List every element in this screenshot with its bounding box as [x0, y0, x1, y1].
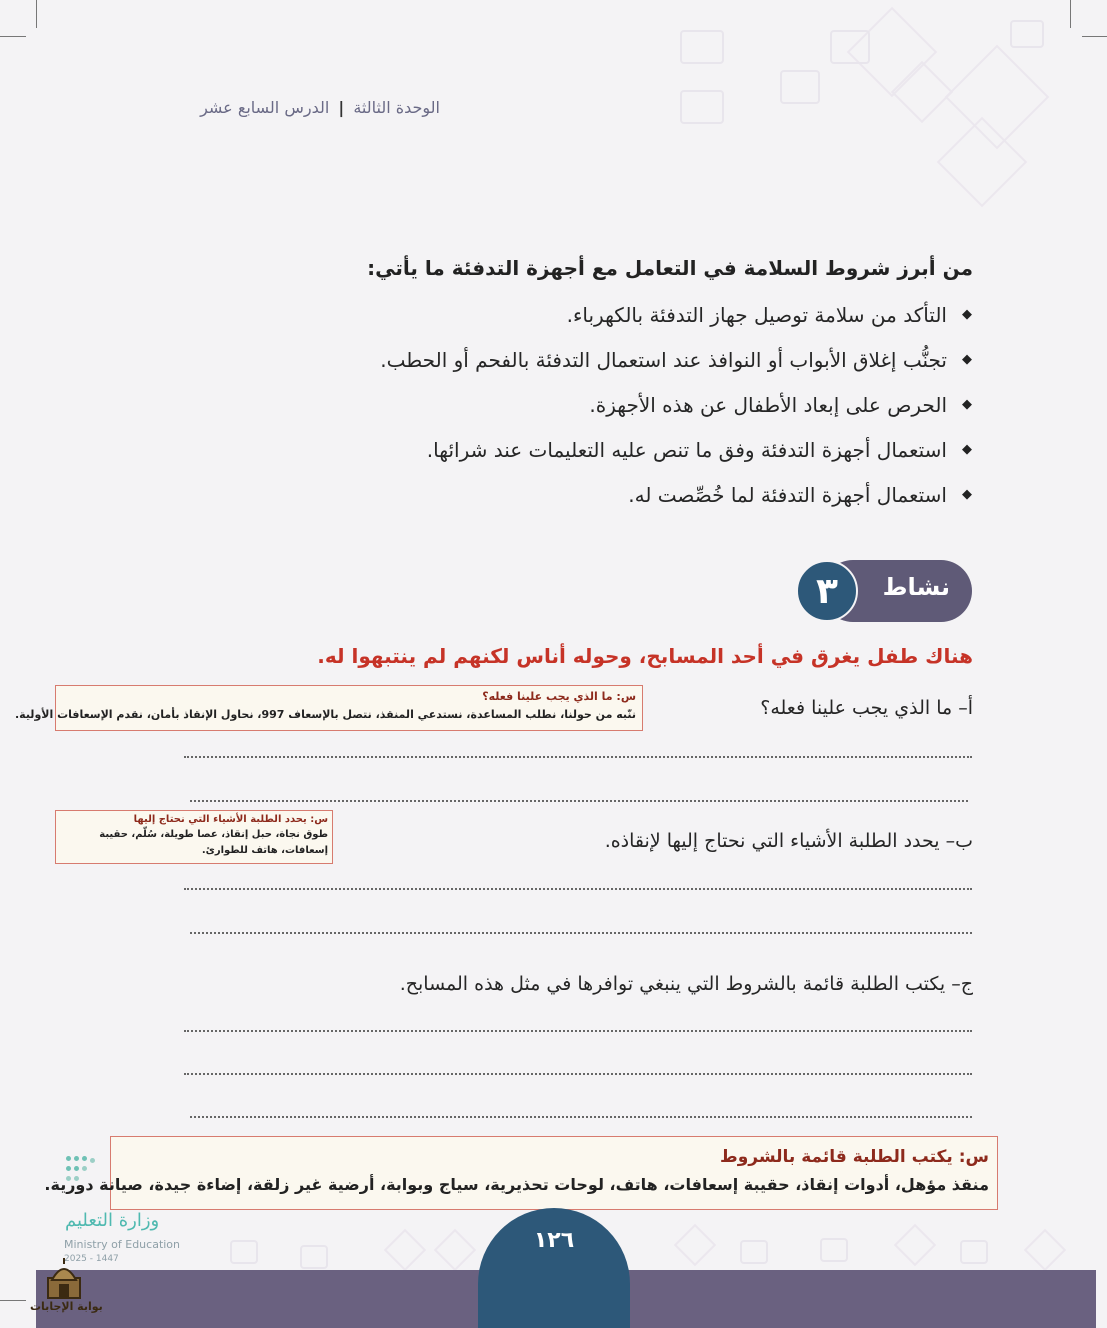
answers-portal-watermark: [30, 1256, 110, 1320]
answer-line[interactable]: [184, 1030, 972, 1032]
crop-mark: [1070, 0, 1071, 28]
answer-line[interactable]: [190, 800, 968, 802]
bullet-icon: ◆: [962, 352, 972, 367]
ministry-english-name: Ministry of Education: [64, 1238, 181, 1251]
list-item: [153, 298, 973, 343]
answer-line[interactable]: [190, 932, 972, 934]
lesson-title: الدرس السابع عشر: [200, 98, 330, 117]
answer-box-c: [44, 1136, 998, 1210]
answer-box-a: [14, 685, 643, 731]
answer-box-answer: طوق نجاة، حبل إنقاذ، عصا طويلة، سُلّم، حقيبة إسعافات، هاتف للطوارئ.: [99, 829, 328, 856]
unit-lesson-header: [150, 98, 440, 117]
answer-box-question: س: يحدد الطلبة الأشياء التي نحتاج إليها: [133, 814, 328, 825]
list-item-text: استعمال أجهزة التدفئة وفق ما تنص عليه التعليمات عند شرائها.: [426, 438, 947, 462]
bullet-icon: ◆: [962, 307, 972, 322]
page-number-tab: [478, 1208, 630, 1328]
answer-line[interactable]: [184, 888, 972, 890]
list-item: [153, 478, 973, 523]
question-a: أ– ما الذي يجب علينا فعله؟: [760, 697, 973, 719]
mosque-icon: [44, 1256, 84, 1300]
question-b: ب– يحدد الطلبة الأشياء التي نحتاج إليها لإنقاذه.: [604, 830, 973, 852]
answer-line[interactable]: [184, 756, 972, 758]
activity-scenario: هناك طفل يغرق في أحد المسابح، وحوله أناس لكنهم لم ينتبهوا له.: [317, 644, 973, 668]
bullet-icon: ◆: [962, 442, 972, 457]
list-item-text: الحرص على إبعاد الأطفال عن هذه الأجهزة.: [589, 393, 947, 417]
safety-intro-heading: من أبرز شروط السلامة في التعامل مع أجهزة التدفئة ما يأتي:: [367, 256, 973, 280]
crop-mark: [36, 0, 37, 28]
list-item: [153, 388, 973, 433]
answer-box-b: [55, 810, 333, 864]
watermark-text: بوابة الإجابات: [30, 1300, 103, 1313]
answer-box-question: س: ما الذي يجب علينا فعله؟: [482, 690, 636, 703]
crop-mark: [0, 1300, 26, 1301]
bullet-icon: ◆: [962, 487, 972, 502]
ministry-arabic-name: وزارة التعليم: [65, 1210, 160, 1231]
page-number: ١٢٦: [533, 1228, 575, 1253]
unit-title: الوحدة الثالثة: [353, 98, 440, 117]
list-item-text: التأكد من سلامة توصيل جهاز التدفئة بالكهرباء.: [566, 303, 947, 327]
answer-box-answer: منقذ مؤهل، أدوات إنقاذ، حقيبة إسعافات، هاتف، لوحات تحذيرية، سياج وبوابة، أرضية غير زلقة، إضاءة جيدة، صيانة دورية.: [44, 1175, 989, 1194]
list-item-text: استعمال أجهزة التدفئة لما خُصِّصت له.: [628, 483, 947, 507]
answer-line[interactable]: [190, 1116, 972, 1118]
activity-label: نشاط: [882, 573, 950, 601]
safety-conditions-list: [153, 298, 973, 523]
answer-line[interactable]: [184, 1073, 972, 1075]
activity-number: ٣: [796, 560, 858, 622]
header-separator: |: [338, 98, 345, 117]
answer-box-answer: ننّبه من حولنا، نطلب المساعدة، نستدعي المنقذ، نتصل بالإسعاف 997، نحاول الإنقاذ بأمان، نقدم الإسعافات الأولية.: [14, 708, 636, 721]
crop-mark: [0, 36, 26, 37]
ministry-years: 2025 - 1447: [64, 1254, 119, 1264]
bullet-icon: ◆: [962, 397, 972, 412]
question-c: ج– يكتب الطلبة قائمة بالشروط التي ينبغي توافرها في مثل هذه المسابح.: [399, 973, 973, 995]
list-item: [153, 343, 973, 388]
answer-box-question: س: يكتب الطلبة قائمة بالشروط: [720, 1147, 989, 1167]
activity-badge: [796, 560, 972, 622]
list-item-text: تجنُّب إغلاق الأبواب أو النوافذ عند استعمال التدفئة بالفحم أو الحطب.: [380, 348, 947, 372]
crop-mark: [1082, 36, 1107, 37]
list-item: [153, 433, 973, 478]
